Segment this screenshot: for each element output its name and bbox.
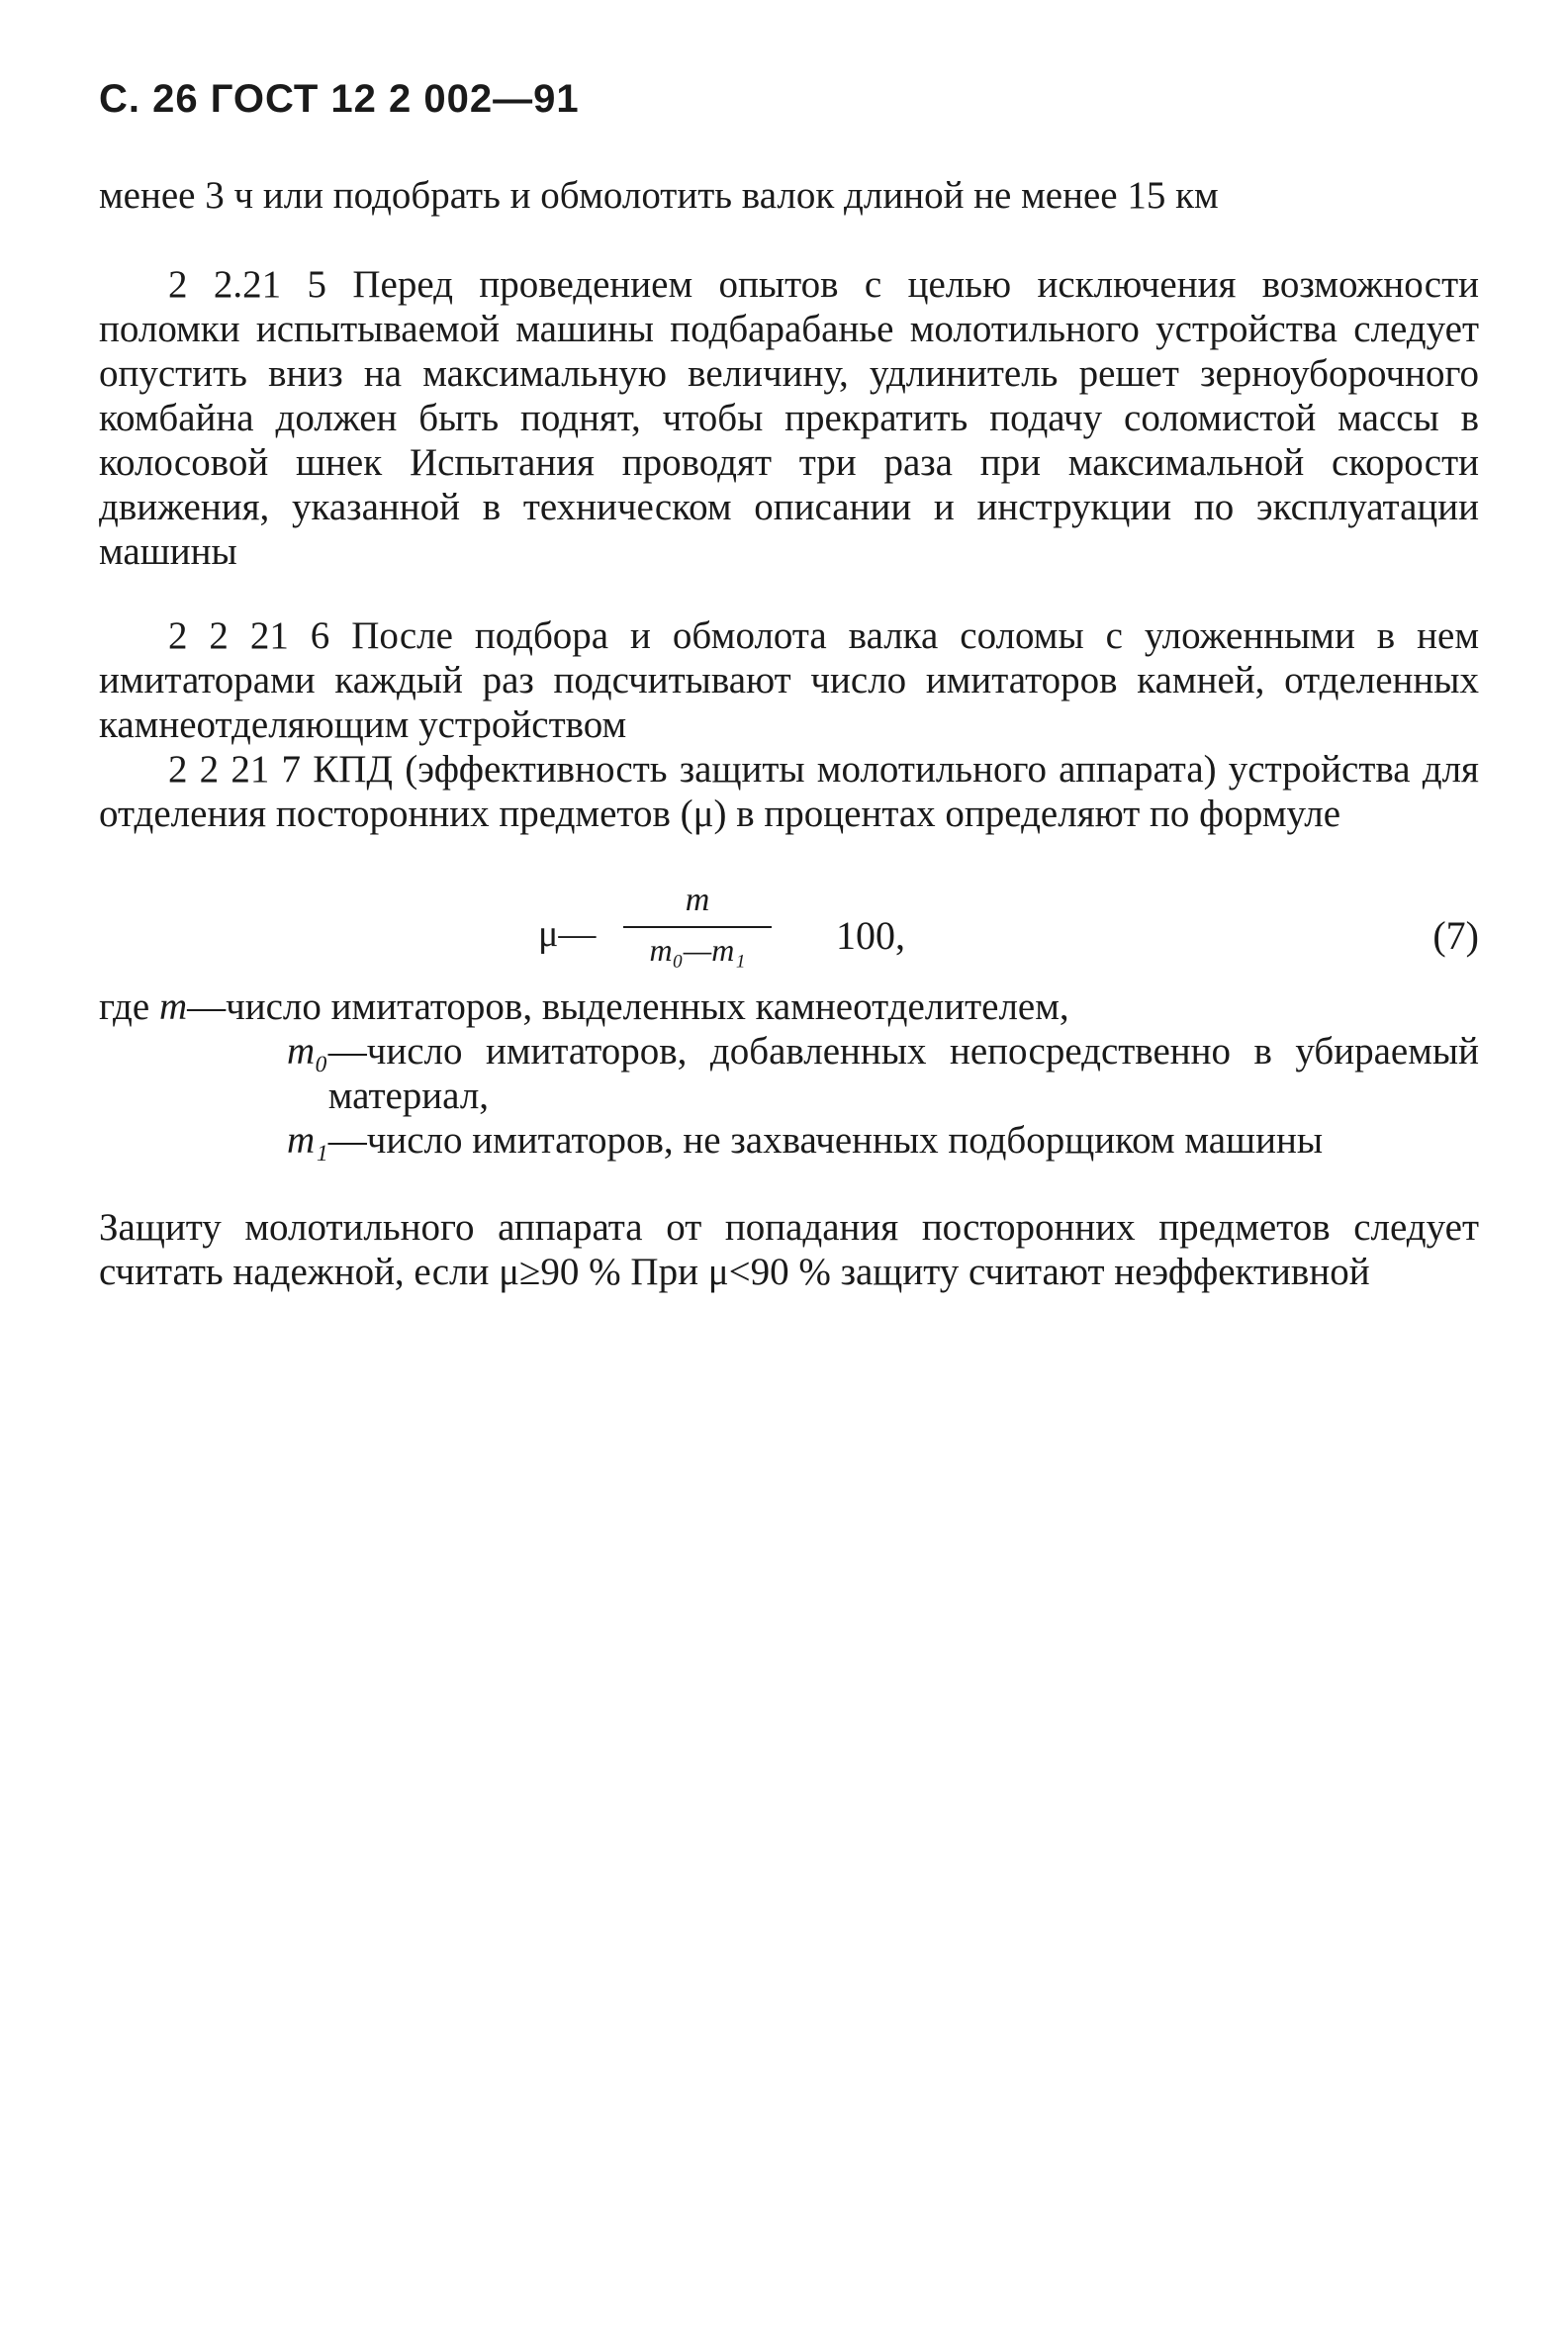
definition-m1	[99, 1118, 1479, 1163]
paragraph-2-2-21-5: 2 2.21 5 Перед проведением опытов с целью исключения возможности поломки испытываемой машины подбарабанье молотильного устройства следует опустить вниз на максимальную величину, удлинитель решет зерноуборочного комбайна должен быть поднят, чтобы прекратить подачу соломистой массы в колосовой шнек Испытания проводят три раза при максимальной скорости движения, указанной в техническом описании и инструкции по эксплуатации машины	[99, 263, 1479, 573]
formula-factor: 100,	[836, 913, 905, 958]
formula-denominator: m₀—m₁	[649, 932, 746, 968]
paragraph-2-2-21-6: 2 2 21 6 После подбора и обмолота валка соломы с уложенными в нем имитаторами каждый раз подсчитывают число имитаторов камней, отделенных камнеотделяющим устройством	[99, 614, 1479, 746]
definition-symbol: m₀	[287, 1030, 328, 1073]
paragraph-conclusion: Защиту молотильного аппарата от попадания посторонних предметов следует считать надежной, если μ≥90 % При μ<90 % защиту считают неэффективной	[99, 1206, 1479, 1293]
paragraph-continuation: менее 3 ч или подобрать и обмолотить валок длиной не менее 15 км	[99, 174, 1219, 217]
definition-symbol: m	[158, 985, 188, 1028]
formula-7	[495, 881, 1479, 989]
formula-lhs: μ—	[538, 913, 597, 955]
formula-numerator: m	[685, 882, 710, 918]
definition-symbol: m₁	[287, 1119, 328, 1162]
equation-number: (7)	[1432, 913, 1479, 958]
definitions-intro: где	[99, 985, 150, 1028]
definitions-block	[99, 984, 1479, 1163]
definition-text: —число имитаторов, выделенных камнеотделителем,	[187, 985, 1069, 1028]
definition-text: —число имитаторов, добавленных непосредственно в убираемый материал,	[327, 1030, 1479, 1117]
definition-text: —число имитаторов, не захваченных подборщиком машины	[327, 1119, 1324, 1162]
definition-m0	[99, 1029, 1479, 1118]
definition-m	[99, 984, 1479, 1029]
running-head: С. 26 ГОСТ 12 2 002—91	[99, 77, 580, 121]
fraction-bar	[623, 926, 772, 928]
formula-fraction	[623, 881, 772, 968]
paragraph-2-2-21-7: 2 2 21 7 КПД (эффективность защиты молотильного аппарата) устройства для отделения посторонних предметов (μ) в процентах определяют по формуле	[99, 748, 1479, 835]
